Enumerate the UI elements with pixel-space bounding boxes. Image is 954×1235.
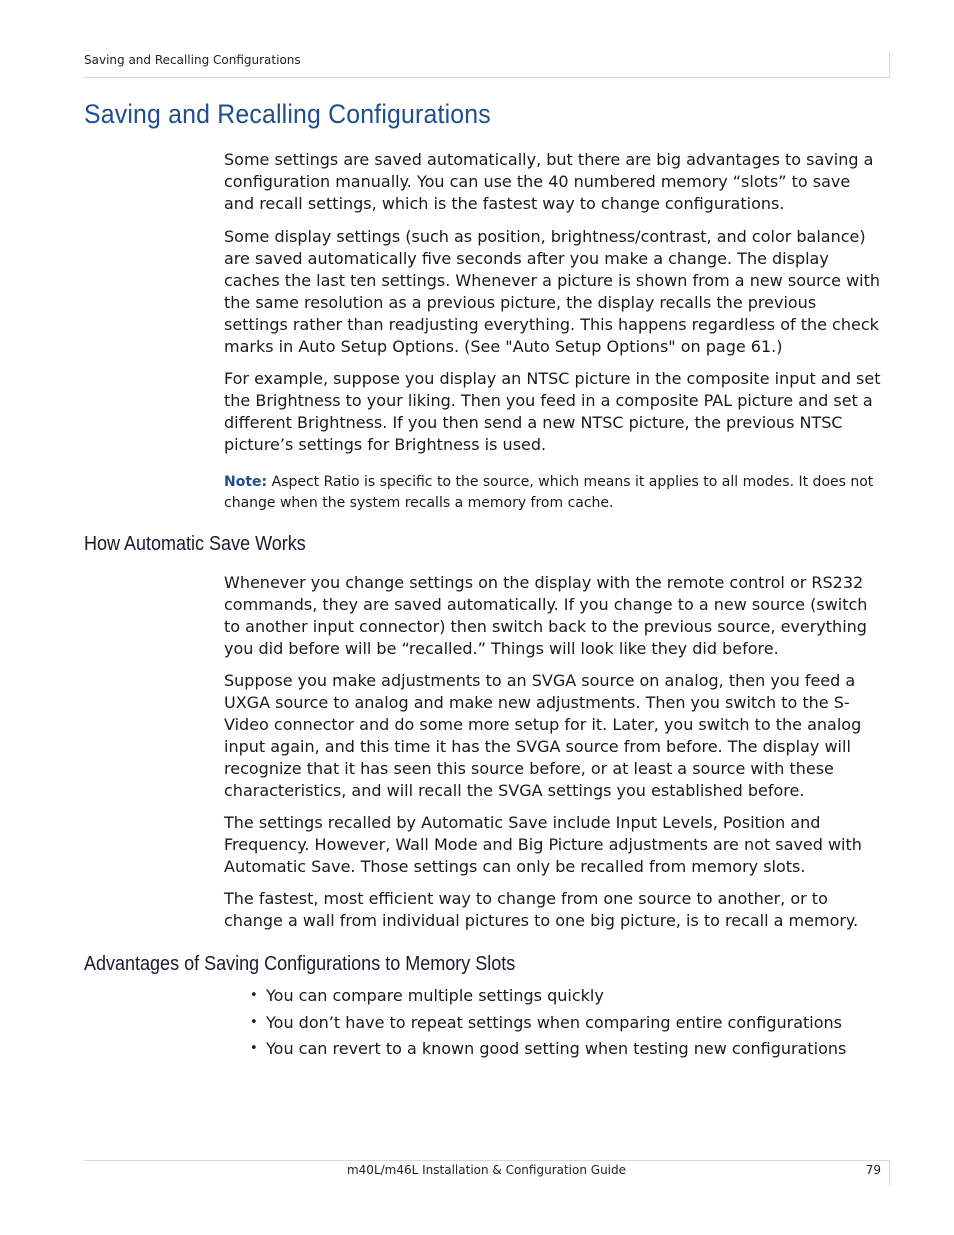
advantages-list xyxy=(250,983,846,1063)
note-text: Aspect Ratio is specific to the source, which means it applies to all modes. It does not change when the system recalls a memory from cache. xyxy=(224,474,874,511)
auto-save-paragraph-4: The fastest, most efficient way to change from one source to another, or to change a wall from individual pictures to one big picture, is to recall a memory. xyxy=(224,889,859,930)
list-item xyxy=(250,1010,846,1037)
list-item-text: You can compare multiple settings quickly xyxy=(266,986,604,1005)
list-item-text: You don’t have to repeat settings when comparing entire configurations xyxy=(266,1012,842,1032)
footer-guide-title: m40L/m46L Installation & Configuration Guide xyxy=(346,1163,627,1177)
page-number: 79 xyxy=(865,1163,881,1177)
section-heading-advantages: Advantages of Saving Configurations to Memory Slots xyxy=(84,953,516,975)
running-header xyxy=(84,52,890,78)
note-label: Note: xyxy=(224,474,268,490)
intro-paragraph-3: For example, suppose you display an NTSC picture in the composite input and set the Brightness to your liking. Then you feed in a composite PAL picture and set a different Brightness. If you then send a new NTSC picture, the previous NTSC picture’s settings for Brightness is used. xyxy=(224,369,881,454)
section-heading-auto-save: How Automatic Save Works xyxy=(84,533,306,555)
auto-save-paragraph-3: The settings recalled by Automatic Save include Input Levels, Position and Frequency. However, Wall Mode and Big Picture adjustments are not saved with Automatic Save. Those settings can only be recalled from memory slots. xyxy=(224,813,862,876)
bullet-icon: • xyxy=(250,1014,258,1030)
list-item xyxy=(250,983,846,1010)
auto-save-paragraph-2: Suppose you make adjustments to an SVGA source on analog, then you feed a UXGA source to analog and make new adjustments. Then you switch to the S-Video connector and do some more setup for it. Later, you switch to the analog input again, and this time it has the SVGA source from before. The display will recognize that it has seen this source before, or at least a source with these characteristics, and will recall the SVGA settings you established before. xyxy=(224,671,862,800)
list-item-text: You can revert to a known good setting when testing new configurations xyxy=(266,1039,847,1059)
running-header-title: Saving and Recalling Configurations xyxy=(84,53,301,67)
intro-paragraph-1: Some settings are saved automatically, but there are big advantages to saving a configuration manually. You can use the 40 numbered memory “slots” to save and recall settings, which is the fastest way to change configurations. xyxy=(224,150,874,213)
bullet-icon: • xyxy=(250,988,258,1003)
auto-save-paragraph-1: Whenever you change settings on the display with the remote control or RS232 commands, they are saved automatically. If you change to a new source (switch to another input connector) then switch back to the previous source, everything you did before will be “recalled.” Things will look like they did before. xyxy=(224,573,868,658)
list-item xyxy=(250,1036,846,1063)
intro-paragraph-2: Some display settings (such as position, brightness/contrast, and color balance) are saved automatically five seconds after you make a change. The display caches the last ten settings. Whenever a picture is shown from a new source with the same resolution as a previous picture, the display recalls the previous settings rather than readjusting everything. This happens regardless of the check marks in Auto Setup Options. (See "Auto Setup Options" on page 61.) xyxy=(224,227,881,356)
page-title: Saving and Recalling Configurations xyxy=(84,99,491,129)
running-footer xyxy=(84,1160,890,1185)
bullet-icon: • xyxy=(250,1041,258,1057)
note xyxy=(224,472,884,513)
